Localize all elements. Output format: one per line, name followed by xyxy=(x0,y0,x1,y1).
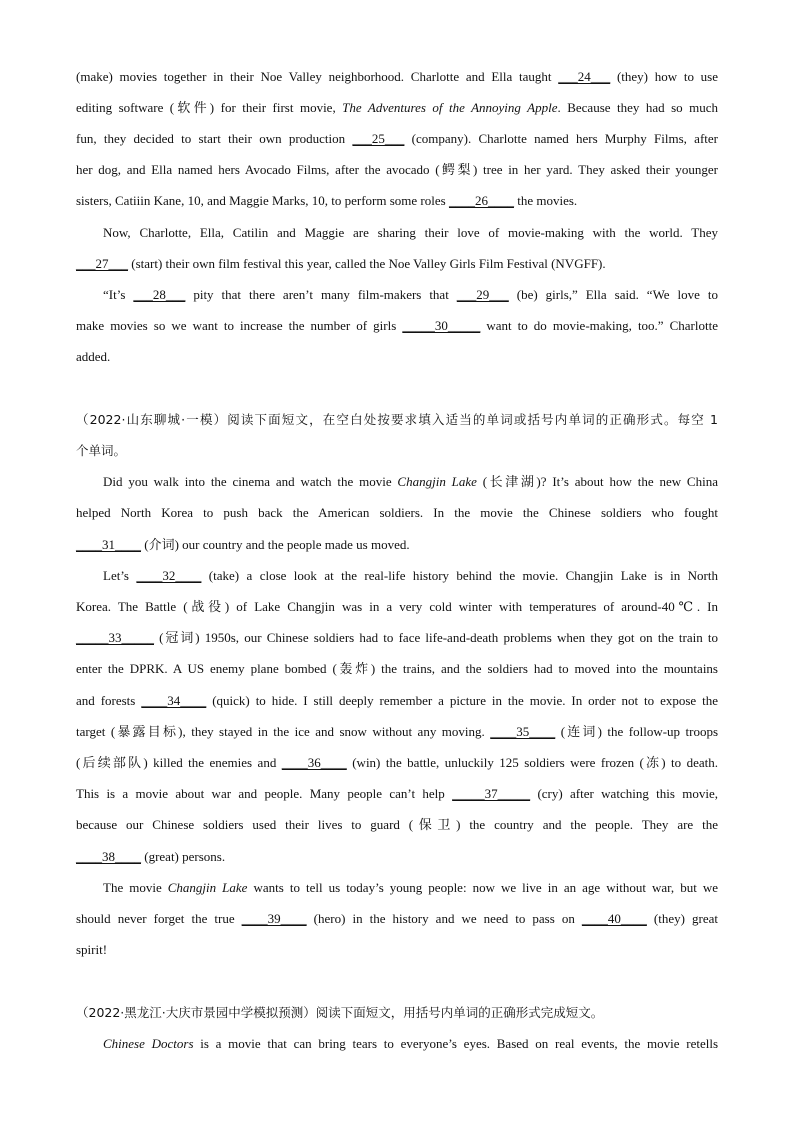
passage1-line-6: Now, Charlotte, Ella, Catilin and Maggie are sharing their love of movie-making with the world. They xyxy=(103,225,718,240)
blank-25: ___25___ xyxy=(352,131,405,146)
passage1-line-9: make movies so we want to increase the number of girls _____30_____ want to do movie-making, too.” Charlotte xyxy=(76,318,718,333)
movie-title: Chinese Doctors xyxy=(103,1036,194,1051)
passage3-heading: （2022·黑龙江·大庆市景园中学模拟预测）阅读下面短文，用括号内单词的正确形式完成短文。 xyxy=(76,1005,604,1020)
passage2-line-1: Did you walk into the cinema and watch the movie Changjin Lake (长津湖)? It’s about how the new China xyxy=(103,474,718,489)
passage1-line-10: added. xyxy=(76,349,111,364)
blank-24: ___24___ xyxy=(558,69,611,84)
passage2-line-8: and forests ____34____ (quick) to hide. I still deeply remember a picture in the movie. In order not to expose the xyxy=(76,693,718,708)
passage2-heading-1: （2022·山东聊城·一模）阅读下面短文，在空白处按要求填入适当的单词或括号内单词的正确形式。每空 1 xyxy=(76,412,718,427)
passage1-line-2: editing software (软件) for their first movie, The Adventures of the Annoying Apple. Because they had so much xyxy=(76,100,719,115)
passage2-line-9: target (暴露目标), they stayed in the ice and snow without any moving. ____35____ (连词) the follow-up troops xyxy=(76,724,718,739)
passage2-line-7: enter the DPRK. A US enemy plane bombed (轰炸) the trains, and the soldiers had to moved into the mountains xyxy=(76,661,718,676)
blank-31: ____31____ xyxy=(76,537,141,552)
passage2-line-6: _____33_____ (冠词) 1950s, our Chinese soldiers had to face life-and-death problems when they got on the train to xyxy=(76,630,718,645)
blank-35: ____35____ xyxy=(490,724,556,739)
passage2-line-2: helped North Korea to push back the American soldiers. In the movie the Chinese soldiers who fought xyxy=(76,505,718,520)
passage2-line-15: should never forget the true ____39____ (hero) in the history and we need to pass on ____40____ (they) great xyxy=(76,911,718,926)
blank-30: _____30_____ xyxy=(402,318,481,333)
blank-27: ___27___ xyxy=(76,256,128,271)
blank-38: ____38____ xyxy=(76,849,141,864)
passage2-line-16: spirit! xyxy=(76,942,108,957)
blank-28: ___28___ xyxy=(133,287,186,302)
passage2-heading-2: 个单词。 xyxy=(76,443,127,458)
passage1-line-5: sisters, Catiiin Kane, 10, and Maggie Marks, 10, to perform some roles ____26____ the movies. xyxy=(76,193,578,208)
passage2-line-12: because our Chinese soldiers used their lives to guard (保卫) the country and the people. They are the xyxy=(76,817,718,832)
passage1-line-3: fun, they decided to start their own production ___25___ (company). Charlotte named hers Murphy Films, after xyxy=(76,131,718,146)
movie-title: Changjin Lake xyxy=(397,474,477,489)
passage1-line-8: “It’s ___28___ pity that there aren’t many film-makers that ___29___ (be) girls,” Ella said. “We love to xyxy=(103,287,718,302)
blank-26: ____26____ xyxy=(448,193,514,208)
passage2-line-5: Korea. The Battle (战役) of Lake Changjin was in a very cold winter with temperatures of around-40℃. In xyxy=(76,599,718,614)
passage2-line-3: ____31____ (介词) our country and the people made us moved. xyxy=(76,537,410,552)
passage2-line-13: ____38____ (great) persons. xyxy=(76,849,226,864)
passage1-line-7: ___27___ (start) their own film festival this year, called the Noe Valley Girls Film Festival (NVGFF). xyxy=(76,256,606,271)
blank-40: ____40____ xyxy=(581,911,647,926)
passage3-line-1: Chinese Doctors is a movie that can bring tears to everyone’s eyes. Based on real events, the movie retells xyxy=(103,1036,718,1051)
passage1-line-1: (make) movies together in their Noe Valley neighborhood. Charlotte and Ella taught ___24___ (they) how to use xyxy=(76,69,718,84)
blank-36: ____36____ xyxy=(281,755,347,770)
blank-29: ___29___ xyxy=(456,287,509,302)
blank-32: ____32____ xyxy=(136,568,202,583)
blank-37: _____37_____ xyxy=(452,786,531,801)
blank-39: ____39____ xyxy=(241,911,307,926)
passage2-line-14: The movie Changjin Lake wants to tell us today’s young people: now we live in an age without war, but we xyxy=(103,880,718,895)
blank-34: ____34____ xyxy=(141,693,207,708)
blank-33: _____33_____ xyxy=(76,630,154,645)
passage2-line-11: This is a movie about war and people. Many people can’t help _____37_____ (cry) after watching this movie, xyxy=(76,786,719,801)
passage2-line-4: Let’s ____32____ (take) a close look at the real-life history behind the movie. Changjin Lake is in North xyxy=(103,568,718,583)
movie-title: The Adventures of the Annoying Apple xyxy=(342,100,558,115)
passage2-line-10: (后续部队) killed the enemies and ____36____ (win) the battle, unluckily 125 soldiers were frozen (冻) to death. xyxy=(76,755,718,770)
passage1-line-4: her dog, and Ella named hers Avocado Films, after the avocado (鳄梨) tree in her yard. They asked their younger xyxy=(76,162,718,177)
movie-title: Changjin Lake xyxy=(167,880,248,895)
